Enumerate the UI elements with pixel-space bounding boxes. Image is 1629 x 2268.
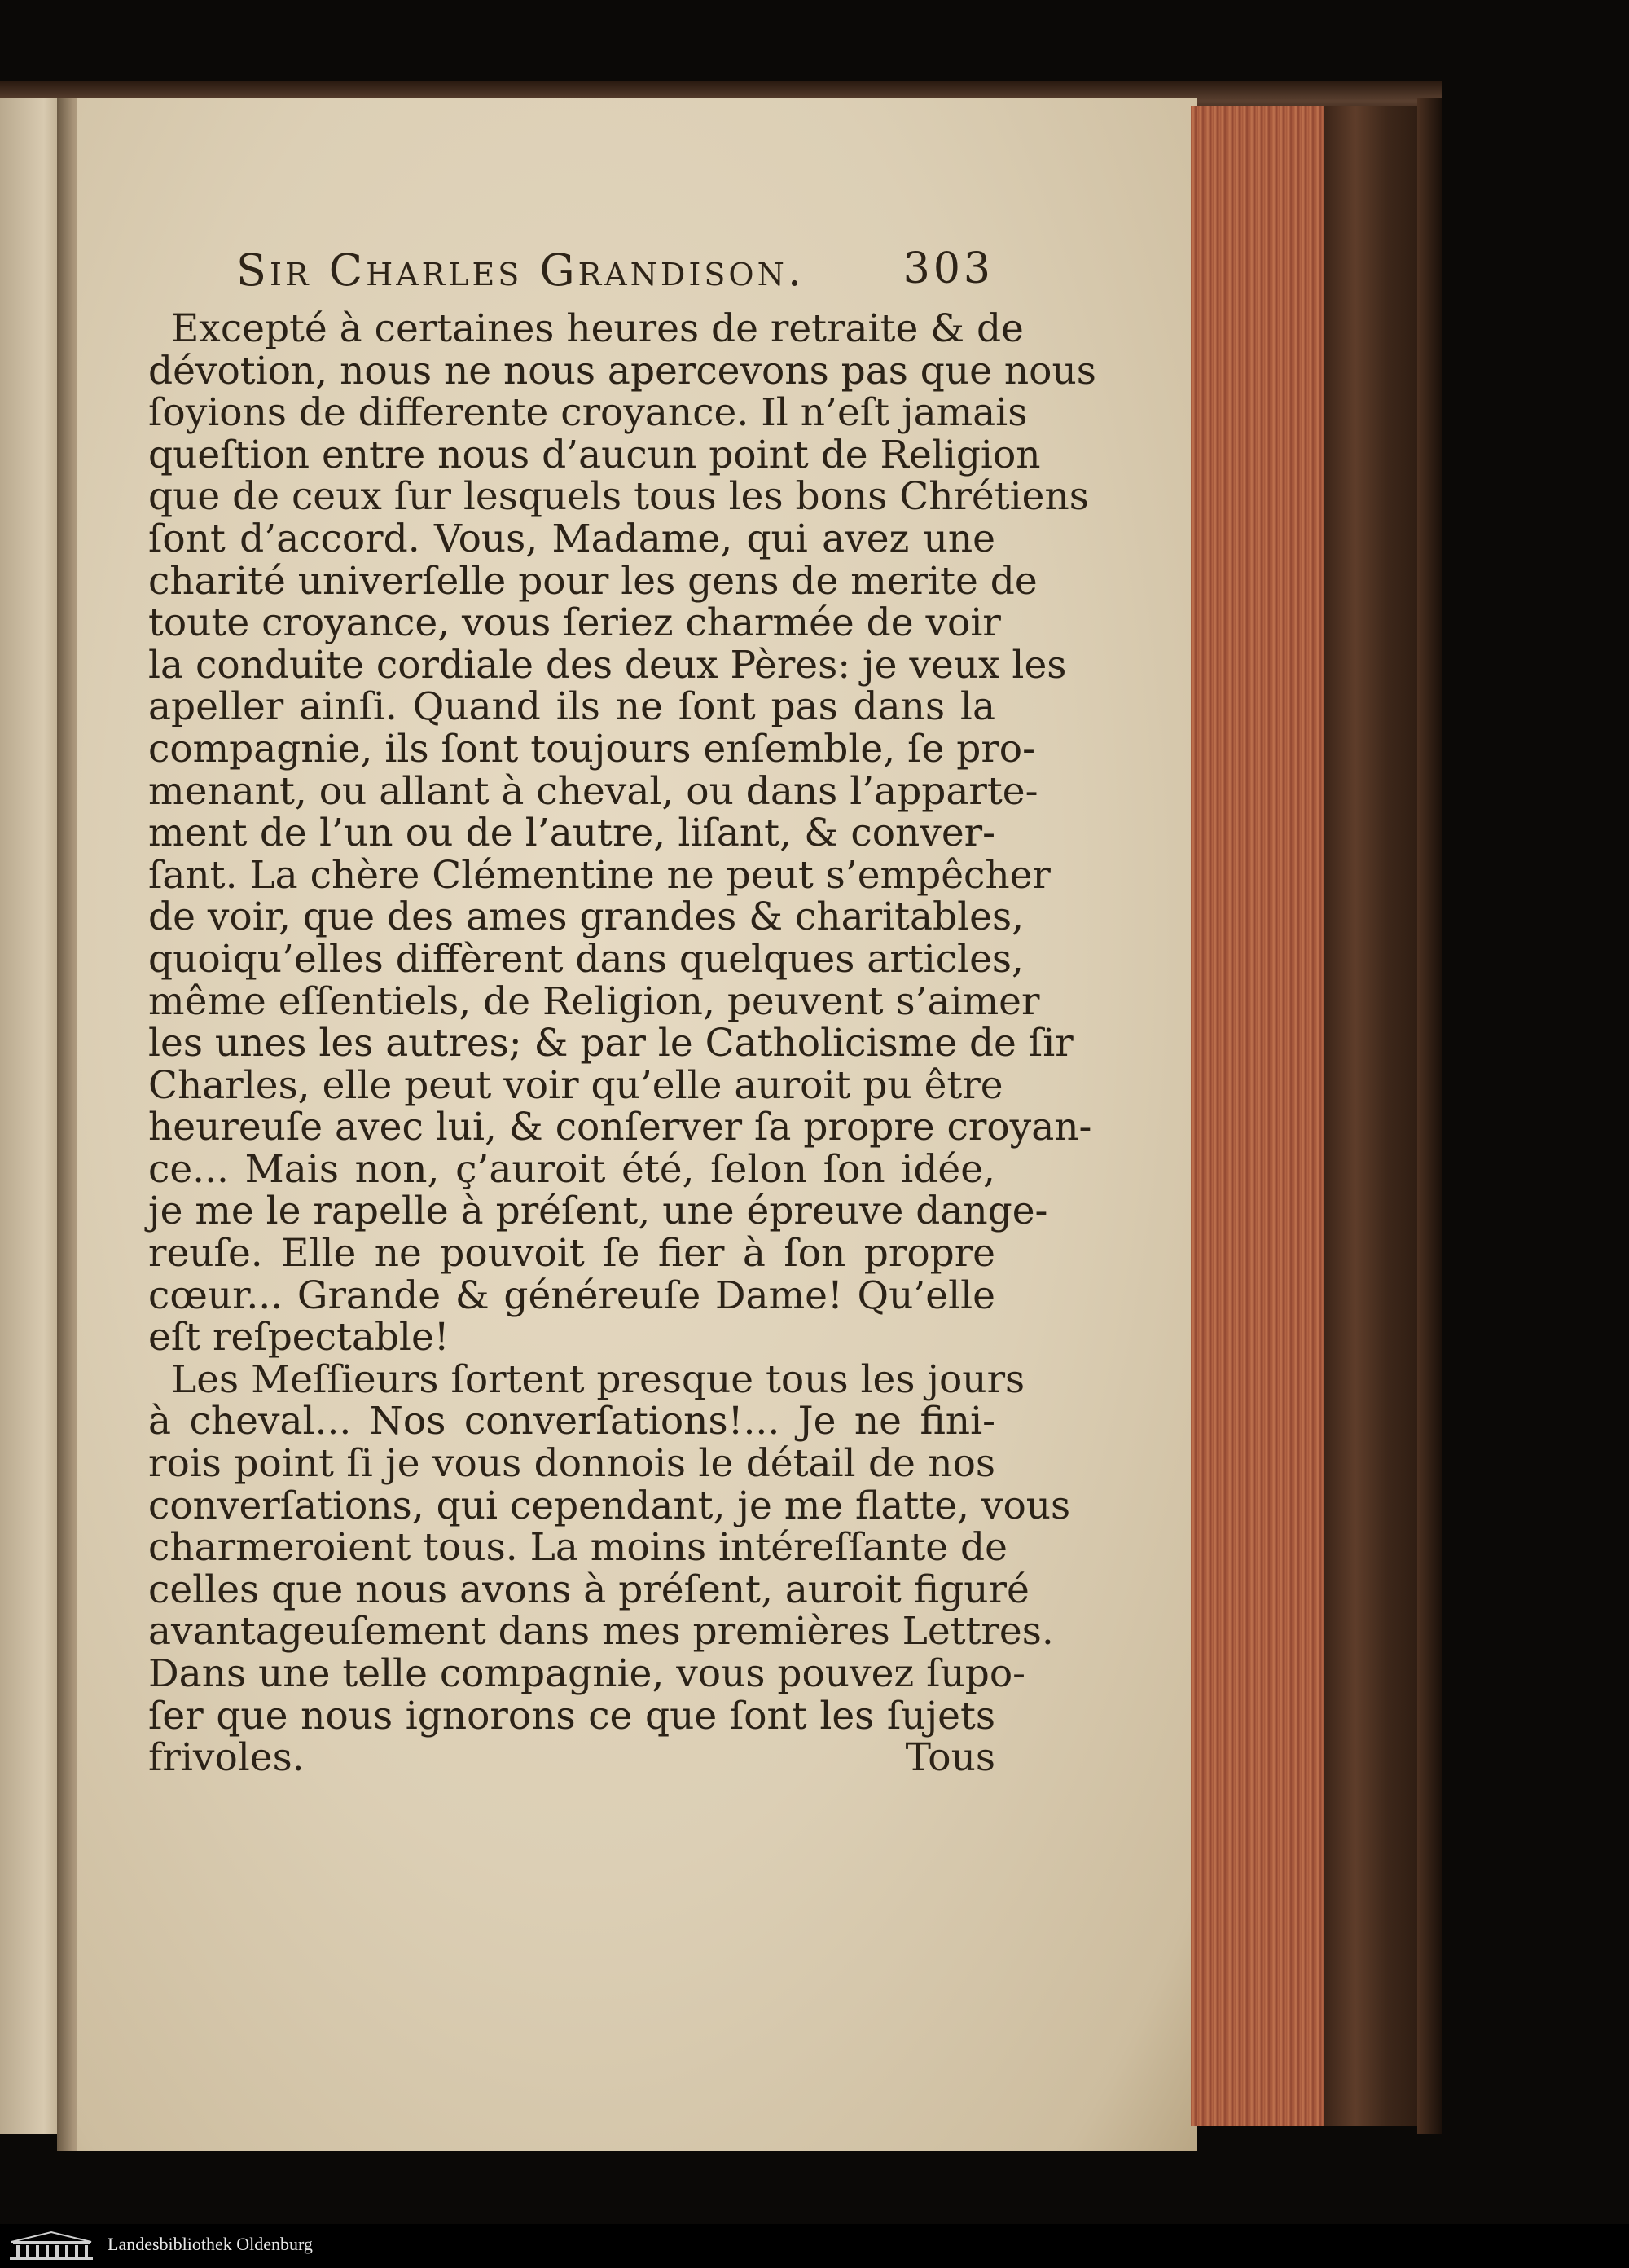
text-line: de voir, que des ames grandes & charitables, [148,894,1025,940]
text-line: même eſſentiels, de Religion, peuvent s’aimer [148,978,1040,1024]
last-line-with-catchword [148,1737,995,1779]
running-title: Sir Charles Grandison. [236,244,805,296]
running-header [236,244,994,301]
book-cover-right [1324,106,1429,2126]
text-line: avantageuſement dans mes premières Lettres. [148,1609,1054,1655]
text-line: Excepté à certaines heures de retraite & de [171,306,1024,351]
text-line: dévotion, nous ne nous apercevons pas que nous [148,348,1096,393]
text-line: les unes les autres; & par le Catholicisme de ſir [148,1021,1074,1066]
text-line: ſoyions de differente croyance. Il n’eſt jamais [148,390,1028,436]
library-building-icon [7,2229,96,2263]
text-line: apeller ainſi. Quand ils ne ſont pas dans la [148,684,995,730]
body-text [148,306,1096,1781]
text-line: Dans une telle compagnie, vous pouvez ſupo- [148,1651,1026,1696]
text-line: à cheval... Nos converſations!... Je ne fini- [148,1399,995,1444]
text-line: ſont d’accord. Vous, Madame, qui avez une [148,516,995,561]
text-line: ſant. La chère Clémentine ne peut s’empêcher [148,852,1051,898]
footer-bar [0,2224,1629,2268]
text-line: celles que nous avons à préſent, auroit figuré [148,1567,1030,1612]
text-line: frivoles. [148,1735,305,1781]
book-cover-fringe [1417,98,1442,2134]
text-line: converſations, qui cependant, je me flatte, vous [148,1483,1071,1528]
text-line: heureuſe avec lui, & conſerver ſa propre croyan- [148,1105,1092,1150]
text-line: ſer que nous ignorons ce que ſont les ſujets [148,1693,995,1738]
text-line: toute croyance, vous ſeriez charmée de voir [148,600,1001,646]
library-name[interactable]: Landesbibliothek Oldenburg [108,2234,313,2254]
text-line: menant, ou allant à cheval, ou dans l’apparte- [148,768,1038,814]
text-line: eſt reſpectable! [148,1315,450,1360]
text-line: charmeroient tous. La moins intéreſſante de [148,1525,1008,1571]
text-line: cœur... Grande & généreuſe Dame! Qu’elle [148,1272,995,1318]
text-line: charité univerſelle pour les gens de merite de [148,558,1038,604]
text-line: que de ceux ſur lesquels tous les bons Chrétiens [148,474,1089,520]
text-line: ce... Mais non, ç’auroit été, ſelon ſon idée, [148,1146,995,1192]
page-block-edges [1191,106,1330,2126]
text-line: queſtion entre nous d’aucun point de Religion [148,432,1041,477]
page-number: 303 [902,244,994,293]
text-line: compagnie, ils ſont toujours enſemble, ſe pro- [148,726,1035,771]
text-line: Les Meſſieurs ſortent presque tous les jours [171,1356,1025,1402]
text-line: Charles, elle peut voir qu’elle auroit pu être [148,1062,1003,1108]
text-line: la conduite cordiale des deux Pères: je veux les [148,642,1067,688]
text-line: ment de l’un ou de l’autre, liſant, & conver- [148,811,995,856]
text-line: quoiqu’elles diffèrent dans quelques articles, [148,936,1024,982]
catchword: Tous [905,1735,995,1781]
text-line: reuſe. Elle ne pouvoit ſe fier à ſon propre [148,1231,995,1277]
text-line: rois point ſi je vous donnois le détail de nos [148,1441,995,1487]
text-line: je me le rapelle à préſent, une épreuve dange- [148,1189,1048,1234]
